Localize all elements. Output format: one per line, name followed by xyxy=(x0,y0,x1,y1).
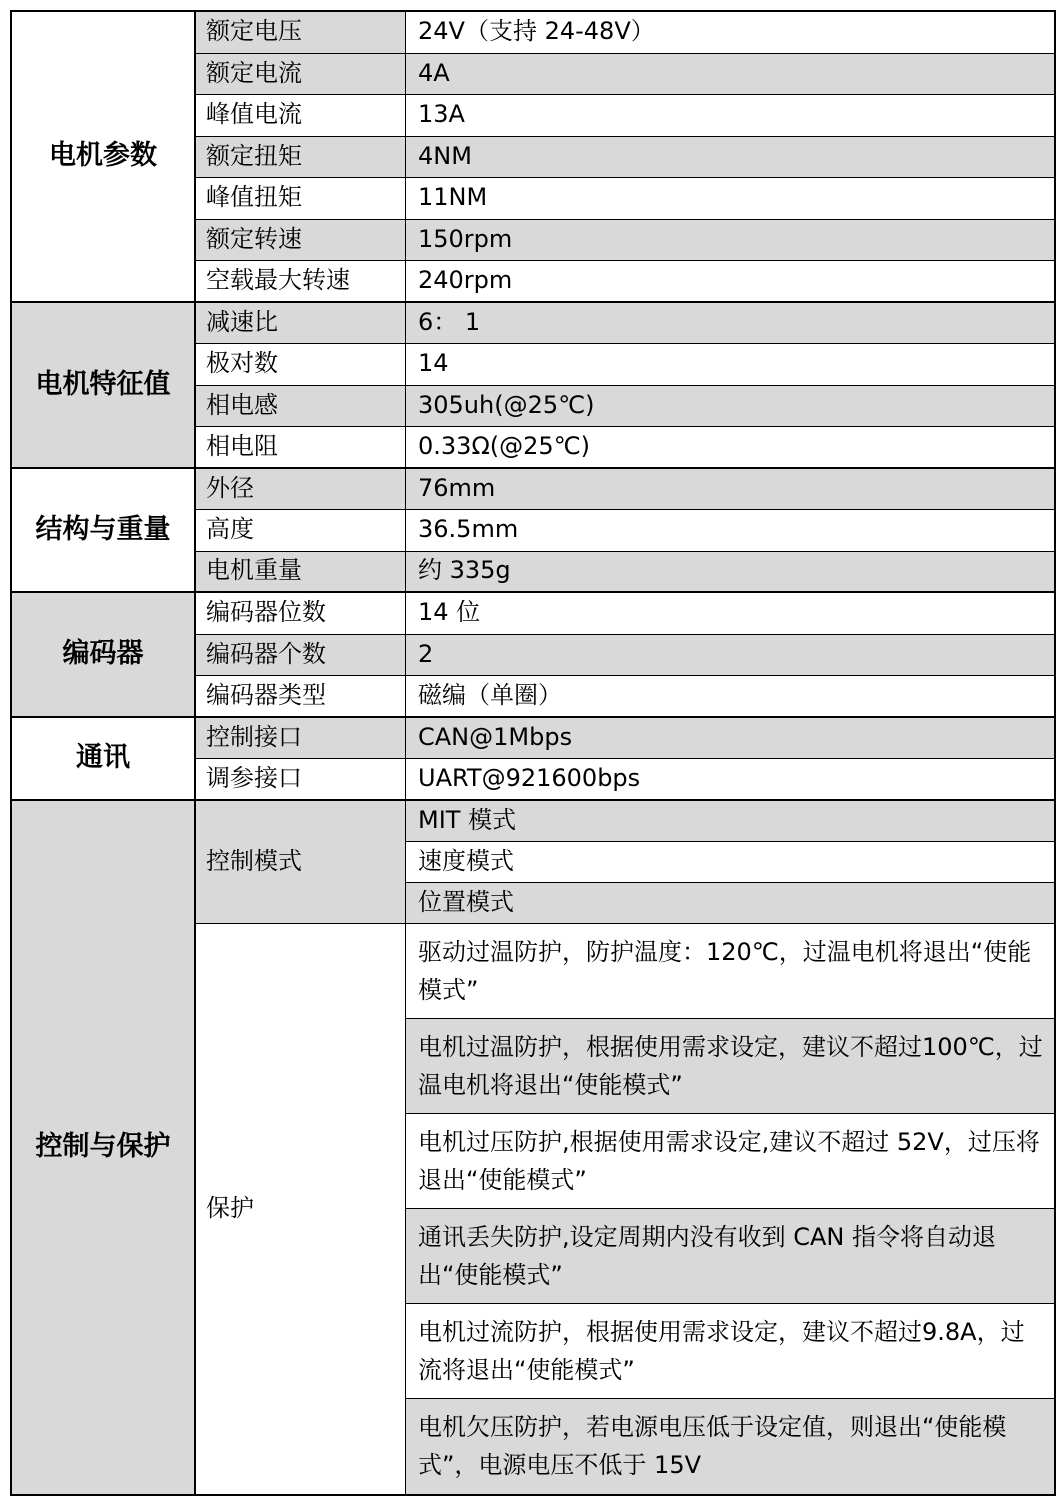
protection-item: 驱动过温防护，防护温度：120℃，过温电机将退出“使能模式” xyxy=(406,924,1054,1019)
row-label: 高度 xyxy=(196,510,406,552)
row-value: 150rpm xyxy=(406,220,1054,262)
row-value: 76mm xyxy=(406,469,1054,511)
category-control-protection: 控制与保护 xyxy=(12,801,196,1494)
row-label: 额定扭矩 xyxy=(196,137,406,179)
control-mode-label: 控制模式 xyxy=(196,801,406,924)
control-mode-value: 位置模式 xyxy=(406,883,1054,924)
category-encoder: 编码器 xyxy=(12,593,196,718)
row-value: CAN@1Mbps xyxy=(406,718,1054,760)
row-value: 0.33Ω(@25℃) xyxy=(406,427,1054,469)
row-label: 相电阻 xyxy=(196,427,406,469)
row-label: 编码器类型 xyxy=(196,676,406,718)
row-label: 极对数 xyxy=(196,344,406,386)
row-value: UART@921600bps xyxy=(406,759,1054,801)
row-label: 额定电流 xyxy=(196,54,406,96)
row-value: 11NM xyxy=(406,178,1054,220)
row-label: 减速比 xyxy=(196,303,406,345)
row-label: 控制接口 xyxy=(196,718,406,760)
row-value: 6： 1 xyxy=(406,303,1054,345)
row-value: 磁编（单圈） xyxy=(406,676,1054,718)
category-motor-characteristics: 电机特征值 xyxy=(12,303,196,469)
row-label: 编码器个数 xyxy=(196,635,406,677)
protection-item: 电机过压防护,根据使用需求设定,建议不超过 52V，过压将退出“使能模式” xyxy=(406,1114,1054,1209)
protection-item: 电机过温防护，根据使用需求设定，建议不超过100℃，过温电机将退出“使能模式” xyxy=(406,1019,1054,1114)
row-value: 240rpm xyxy=(406,261,1054,303)
row-value: 24V（支持 24-48V） xyxy=(406,12,1054,54)
row-value: 14 位 xyxy=(406,593,1054,635)
protection-item: 电机欠压防护，若电源电压低于设定值，则退出“使能模式”，电源电压不低于 15V xyxy=(406,1399,1054,1494)
category-communication: 通讯 xyxy=(12,718,196,801)
row-label: 额定电压 xyxy=(196,12,406,54)
control-mode-value: MIT 模式 xyxy=(406,801,1054,842)
row-value: 36.5mm xyxy=(406,510,1054,552)
category-motor-params: 电机参数 xyxy=(12,12,196,303)
row-value: 约 335g xyxy=(406,552,1054,594)
protection-label: 保护 xyxy=(196,924,406,1494)
row-value: 305uh(@25℃) xyxy=(406,386,1054,428)
row-label: 峰值电流 xyxy=(196,95,406,137)
category-structure-weight: 结构与重量 xyxy=(12,469,196,594)
row-value: 4A xyxy=(406,54,1054,96)
row-label: 相电感 xyxy=(196,386,406,428)
row-value: 13A xyxy=(406,95,1054,137)
row-label: 外径 xyxy=(196,469,406,511)
protection-item: 电机过流防护，根据使用需求设定，建议不超过9.8A，过流将退出“使能模式” xyxy=(406,1304,1054,1399)
row-label: 峰值扭矩 xyxy=(196,178,406,220)
control-mode-value: 速度模式 xyxy=(406,842,1054,883)
row-label: 额定转速 xyxy=(196,220,406,262)
row-label: 空载最大转速 xyxy=(196,261,406,303)
row-label: 编码器位数 xyxy=(196,593,406,635)
row-value: 4NM xyxy=(406,137,1054,179)
spec-table xyxy=(10,10,1056,1496)
row-label: 调参接口 xyxy=(196,759,406,801)
protection-item: 通讯丢失防护,设定周期内没有收到 CAN 指令将自动退出“使能模式” xyxy=(406,1209,1054,1304)
row-label: 电机重量 xyxy=(196,552,406,594)
row-value: 14 xyxy=(406,344,1054,386)
row-value: 2 xyxy=(406,635,1054,677)
